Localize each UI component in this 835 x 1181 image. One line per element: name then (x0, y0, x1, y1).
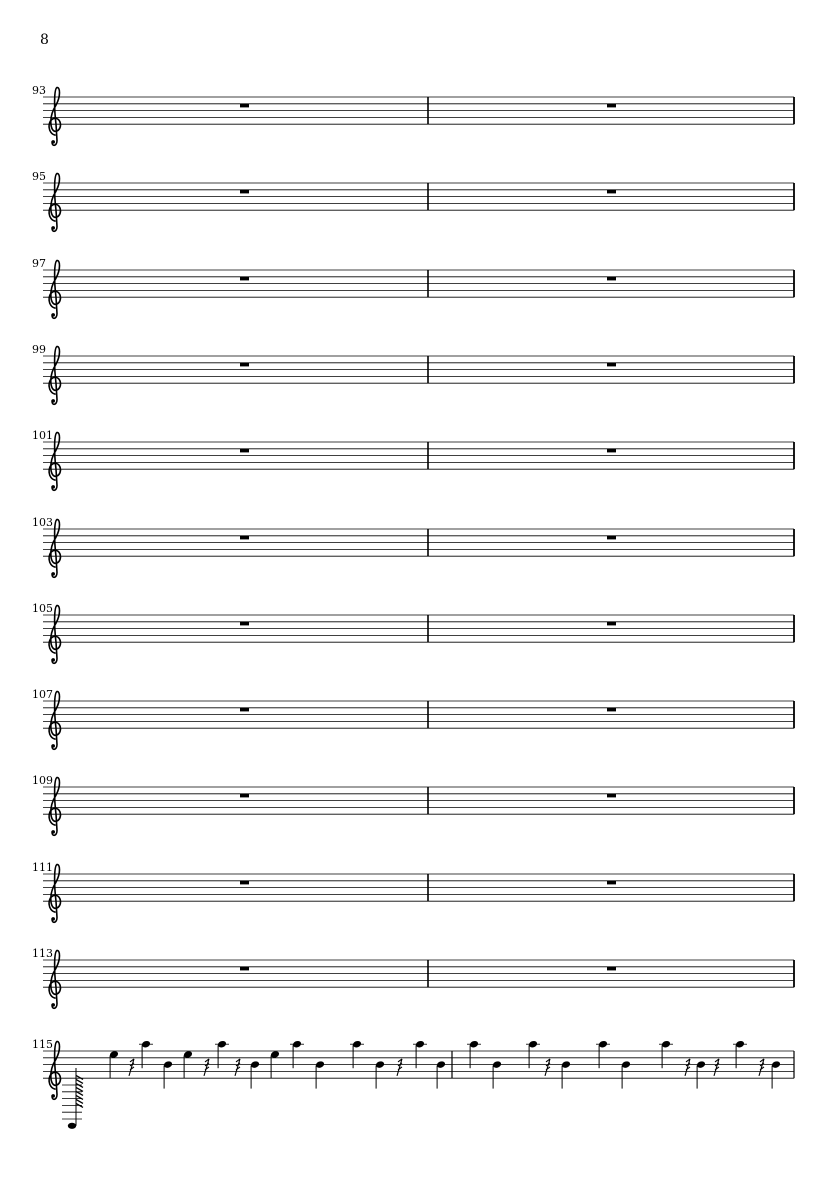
measure-number: 109 (32, 774, 53, 787)
staff-system (32, 257, 794, 318)
treble-clef-icon (49, 87, 60, 145)
treble-clef-icon (49, 260, 60, 318)
treble-clef-icon (49, 173, 60, 231)
whole-rest (240, 449, 249, 453)
whole-rest (240, 536, 249, 540)
staff-system (32, 170, 794, 231)
whole-rest (607, 536, 616, 540)
whole-rest (607, 277, 616, 281)
treble-clef-dot (51, 572, 55, 576)
whole-rest (607, 881, 616, 885)
staff-system (32, 947, 794, 1008)
treble-clef-dot (51, 744, 55, 748)
whole-rest (240, 363, 249, 367)
treble-clef-dot (51, 485, 55, 489)
measure-number: 115 (32, 1038, 53, 1051)
short-rest (759, 1059, 764, 1076)
note-flag (76, 1079, 83, 1083)
treble-clef-dot (51, 313, 55, 317)
staff-system (32, 688, 794, 749)
short-rest (714, 1059, 719, 1076)
short-rest (129, 1059, 134, 1076)
whole-rest (240, 104, 249, 108)
whole-rest (240, 967, 249, 971)
staff-system (32, 429, 794, 490)
measure-number: 113 (32, 947, 53, 960)
whole-rest (607, 190, 616, 194)
treble-clef-dot (51, 830, 55, 834)
whole-rest (240, 708, 249, 712)
whole-rest (240, 190, 249, 194)
measure-number: 105 (32, 602, 53, 615)
whole-rest (240, 794, 249, 798)
treble-clef-dot (51, 917, 55, 921)
whole-rest (607, 449, 616, 453)
short-rest (685, 1059, 690, 1076)
whole-rest (607, 794, 616, 798)
whole-rest (607, 104, 616, 108)
treble-clef-dot (51, 658, 55, 662)
whole-rest (607, 363, 616, 367)
whole-rest (240, 277, 249, 281)
measure-number: 97 (32, 257, 46, 270)
treble-clef-dot (51, 140, 55, 144)
short-rest (235, 1059, 240, 1076)
whole-rest (607, 622, 616, 626)
whole-rest (240, 622, 249, 626)
treble-clef-icon (49, 346, 60, 404)
measure-number: 107 (32, 688, 53, 701)
note-head (68, 1123, 76, 1129)
note-flag (76, 1087, 83, 1091)
treble-clef-dot (51, 226, 55, 230)
note-flag (76, 1075, 83, 1079)
measure-number: 93 (32, 84, 46, 97)
short-rest (545, 1059, 550, 1076)
measure-number: 95 (32, 170, 46, 183)
staff-system (32, 602, 794, 663)
note-flag (76, 1083, 83, 1087)
staff-system (32, 343, 794, 404)
note-flag (76, 1099, 83, 1103)
treble-clef-dot (51, 1003, 55, 1007)
staff-system (32, 516, 794, 577)
measure-number: 103 (32, 516, 53, 529)
short-rest (204, 1059, 209, 1076)
treble-clef-dot (51, 1094, 55, 1098)
staff-system (32, 84, 794, 145)
treble-clef-dot (51, 399, 55, 403)
whole-rest (607, 708, 616, 712)
staff-system (32, 861, 794, 922)
staff-system (32, 774, 794, 835)
measure-number: 111 (32, 861, 53, 874)
staff-system (32, 1038, 794, 1129)
short-rest (397, 1059, 402, 1076)
whole-rest (240, 881, 249, 885)
measure-number: 101 (32, 429, 53, 442)
whole-rest (607, 967, 616, 971)
measure-number: 99 (32, 343, 46, 356)
page-number: 8 (40, 32, 49, 48)
